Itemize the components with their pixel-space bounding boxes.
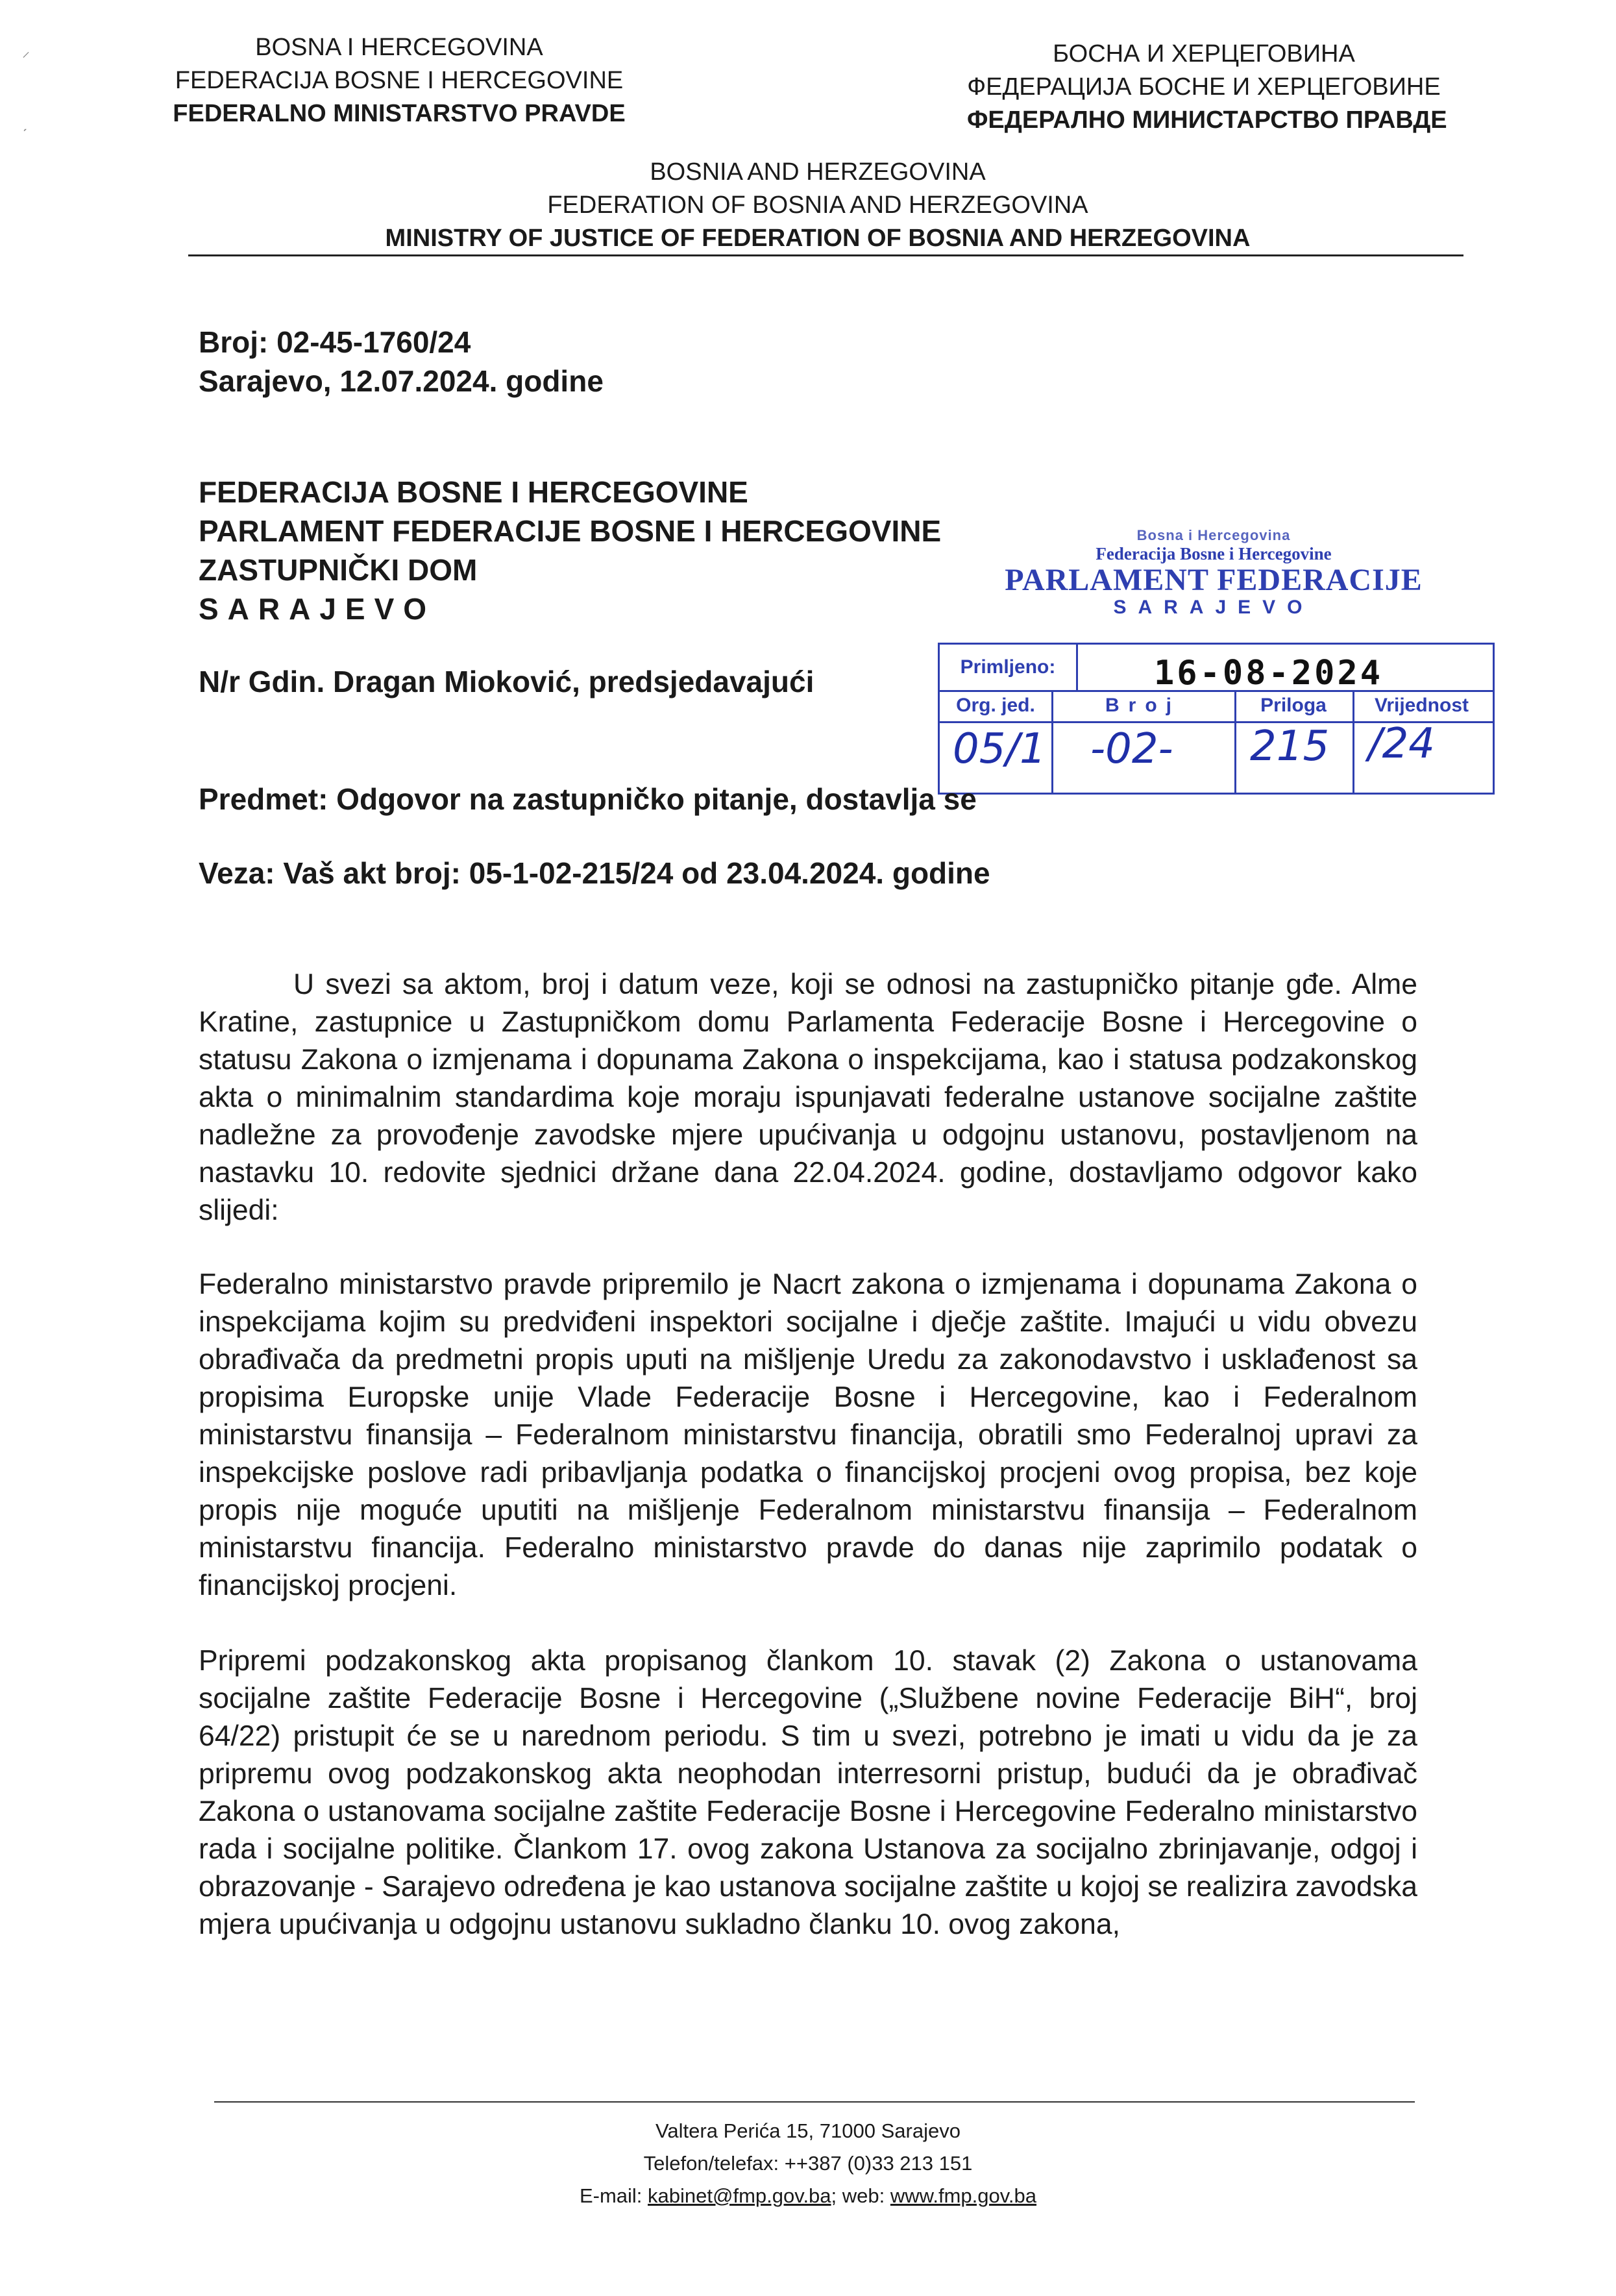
reference-number: Broj: 02-45-1760/24	[199, 325, 471, 359]
footer-phone: Telefon/telefax: ++387 (0)33 213 151	[643, 2152, 973, 2175]
stamp-line: Bosna i Hercegovina	[1136, 527, 1291, 543]
recipient-line: FEDERACIJA BOSNE I HERCEGOVINE	[199, 475, 748, 509]
footer	[484, 2115, 1132, 2212]
body-paragraph: Pripremi podzakonskog akta propisanog člankom 10. stavak (2) Zakona o ustanovama socijalne zaštite Federacije Bosne i Hercegovine („Službene novine Federacije BiH“, broj 64/22) pristupit će se u narednom periodu. S tim u svezi, potrebno je imati u vidu da je za pripremu ovog podzakonskog akta neophodan interresorni pristup, budući da je obrađivač Zakona o ustanovama socijalne zaštite Federacije Bosne i Hercegovine Federalno ministarstvo rada i socijalne politike. Člankom 17. ovog zakona Ustanova za socijalno zbrinjavanje, odgoj i obrazovanje - Sarajevo određena je kao ustanova socijalne zaštite u kojoj se realizira zavodska mjera upućivanja u odgojnu ustanovu sukladno članku 10. ovog zakona,	[199, 1645, 1417, 1940]
stamp-row-columns	[940, 690, 1493, 723]
body-paragraph: U svezi sa aktom, broj i datum veze, koji se odnosi na zastupničko pitanje gđe. Alme Kratine, zastupnice u Zastupničkom domu Parlamenta Federacije Bosne i Hercegovine o statusu Zakona o izmjenama i dopunama Zakona o inspekcijama, kao i statusa podzakonskog akta o minimalnim standardima koje moraju ispunjavati federalne ustanove socijalne zaštite nadležne za provođenje zavodske mjere upućivanja u odgojnu ustanovu, postavljenom na nastavku 10. redovite sjednici držane dana 22.04.2024. godine, dostavljamo odgovor kako slijedi:	[199, 969, 1417, 1226]
footer-contact	[484, 2180, 1132, 2212]
letterhead-left-ministry: FEDERALNO MINISTARSTVO PRAVDE	[173, 100, 626, 127]
recipient-attention: N/r Gdin. Dragan Mioković, predsjedavajući	[199, 665, 814, 698]
letterhead-right-line: БОСНА И ХЕРЦЕГОВИНА	[1053, 40, 1355, 68]
footer-web-label: ; web:	[831, 2184, 890, 2207]
letterhead-center	[337, 156, 1298, 255]
margin-mark: ⸝	[22, 43, 30, 60]
reference-place-date: Sarajevo, 12.07.2024. godine	[199, 364, 604, 398]
received-stamp	[938, 643, 1495, 795]
recipient-block	[199, 473, 941, 628]
handwritten-vrijednost: /24	[1368, 720, 1435, 768]
letterhead-right	[967, 38, 1447, 137]
footer-web-link[interactable]: www.fmp.gov.ba	[890, 2184, 1037, 2207]
stamp-received-date: 16-08-2024	[1154, 654, 1384, 693]
stamp-title: PARLAMENT FEDERACIJE	[1005, 563, 1423, 597]
stamp-divider	[1051, 721, 1053, 793]
handwritten-org: 05/1	[953, 725, 1046, 773]
reference-block	[199, 323, 604, 401]
stamp-received-label: Primljeno:	[940, 645, 1078, 690]
stamp-line: Federacija Bosne i Hercegovine	[1096, 544, 1332, 563]
recipient-city: SARAJEVO	[199, 592, 436, 626]
stamp-divider	[1353, 721, 1354, 793]
letterhead-center-line: FEDERATION OF BOSNIA AND HERZEGOVINA	[547, 191, 1088, 219]
stamp-col-org: Org. jed.	[940, 690, 1053, 721]
letterhead-right-line: ФЕДЕРАЦИЈА БОСНЕ И ХЕРЦЕГОВИНЕ	[967, 73, 1441, 101]
footer-divider	[214, 2101, 1415, 2103]
handwritten-broj: -02-	[1090, 725, 1173, 773]
stamp-col-broj: Broj	[1051, 690, 1236, 721]
body-paragraph: Federalno ministarstvo pravde pripremilo je Nacrt zakona o izmjenama i dopunama Zakona o inspekcijama kojim su predviđeni inspektori socijalne i dječje zaštite. Imajući u vidu obvezu obrađivača da predmetni propis uputi na mišljenje Uredu za zakonodavstvo i usklađenost sa propisima Europske unije Vlade Federacije Bosne i Hercegovine, kao i Federalnom ministarstvu finansija – Federalnom ministarstvu financija, obratili smo Federalnoj upravi za inspekcijske poslove radi pribavljanja podatka o financijskoj procjeni ovog propisa, bez koje propis nije moguće uputiti na mišljenje Federalnom ministarstvu finansija – Federalnom ministarstvu financija. Federalno ministarstvo pravde do danas nije zaprimilo podatak o financijskoj procjeni.	[199, 1268, 1417, 1601]
footer-address: Valtera Perića 15, 71000 Sarajevo	[655, 2119, 961, 2142]
footer-email-label: E-mail:	[579, 2184, 648, 2207]
stamp-row-received	[940, 645, 1493, 692]
letterhead-right-ministry: ФЕДЕРАЛНО МИНИСТАРСТВО ПРАВДЕ	[967, 106, 1447, 134]
handwritten-priloga: 215	[1250, 722, 1330, 771]
recipient-line: ZASTUPNIČKI DOM	[199, 553, 478, 587]
margin-mark: ˏ	[22, 114, 27, 132]
letterhead-center-line: BOSNIA AND HERZEGOVINA	[650, 158, 986, 186]
letterhead-left	[162, 31, 636, 130]
stamp-city: SARAJEVO	[1113, 597, 1314, 618]
letterhead-center-ministry: MINISTRY OF JUSTICE OF FEDERATION OF BOSNIA AND HERZEGOVINA	[385, 225, 1251, 252]
parliament-stamp-header	[986, 527, 1441, 619]
letterhead-left-line: BOSNA I HERCEGOVINA	[255, 34, 543, 61]
header-divider	[188, 254, 1463, 256]
recipient-line: PARLAMENT FEDERACIJE BOSNE I HERCEGOVINE	[199, 514, 942, 548]
stamp-divider	[1234, 721, 1236, 793]
subject-line: Predmet: Odgovor na zastupničko pitanje, dostavlja se	[199, 782, 977, 816]
letterhead-left-line: FEDERACIJA BOSNE I HERCEGOVINE	[175, 67, 624, 94]
stamp-col-vrijednost: Vrijednost	[1374, 695, 1469, 716]
stamp-col-priloga: Priloga	[1234, 690, 1354, 721]
footer-email-link[interactable]: kabinet@fmp.gov.ba	[648, 2184, 831, 2207]
reference-link: Veza: Vaš akt broj: 05-1-02-215/24 od 23.04.2024. godine	[199, 856, 990, 890]
